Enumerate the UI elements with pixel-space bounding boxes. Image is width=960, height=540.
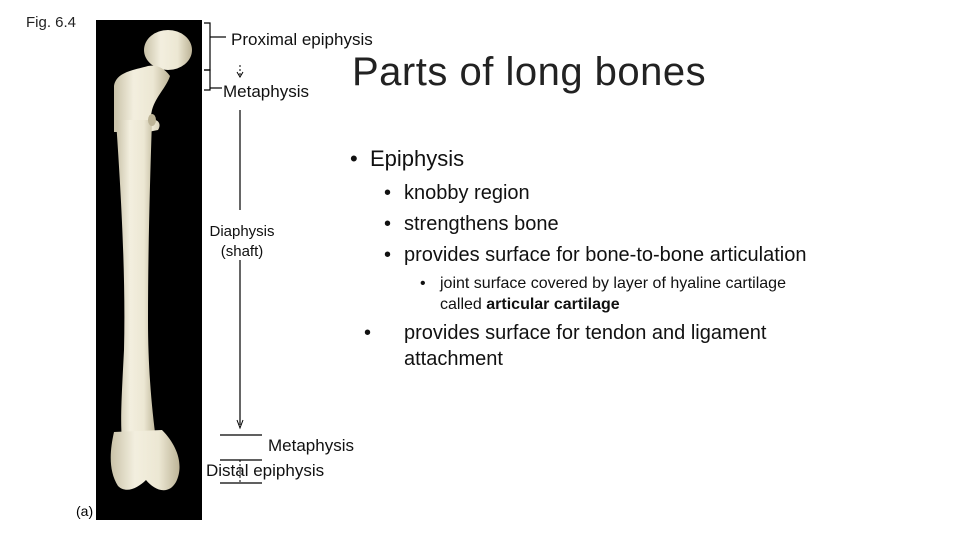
slide-title: Parts of long bones <box>352 50 707 94</box>
proximal-bracket <box>204 23 210 70</box>
femoral-head <box>144 30 192 70</box>
figure-label: Fig. 6.4 <box>26 14 77 31</box>
sub-bullet-4: • provides surface for tendon and ligament attachment <box>364 322 767 370</box>
sub-bullet-2: • strengthens bone <box>384 213 559 235</box>
label-diaphysis <box>203 222 281 262</box>
label-metaphysis-top: Metaphysis <box>223 82 309 101</box>
sub-sub-bullet-text: joint surface covered by layer of hyaline cartilage <box>440 275 786 292</box>
sub-bullet-4-text: provides surface for tendon and ligament attachment <box>404 322 767 370</box>
femur-illustration <box>96 20 202 520</box>
sub-bullet-3: • provides surface for bone-to-bone articulation <box>384 244 807 266</box>
bullet-epiphysis <box>350 146 464 172</box>
bullet-epiphysis-text: Epiphysis <box>370 146 465 171</box>
label-diaphysis-line1: Diaphysis <box>209 223 275 240</box>
label-proximal-epiphysis: Proximal epiphysis <box>231 30 373 49</box>
femoral-condyles <box>111 430 180 490</box>
sub-bullet-list <box>384 178 806 271</box>
femur-image <box>96 20 202 520</box>
lesser-trochanter <box>148 114 156 126</box>
articular-cartilage-term: articular cartilage <box>486 296 620 313</box>
bullet-dot: • <box>350 146 358 171</box>
label-metaphysis-bottom: Metaphysis <box>268 436 354 455</box>
label-diaphysis-line2: (shaft) <box>220 243 264 260</box>
label-distal-epiphysis: Distal epiphysis <box>206 461 325 480</box>
sub-bullet-1: • knobby region <box>384 182 530 204</box>
sub-sub-bullet: • joint surface covered by layer of hyaline cartilage called articular cartilage <box>420 275 786 313</box>
metaphysis-top-bracket <box>204 70 210 90</box>
femoral-shaft <box>116 120 156 440</box>
figure-caption: (a) Anterior view <box>76 503 178 519</box>
